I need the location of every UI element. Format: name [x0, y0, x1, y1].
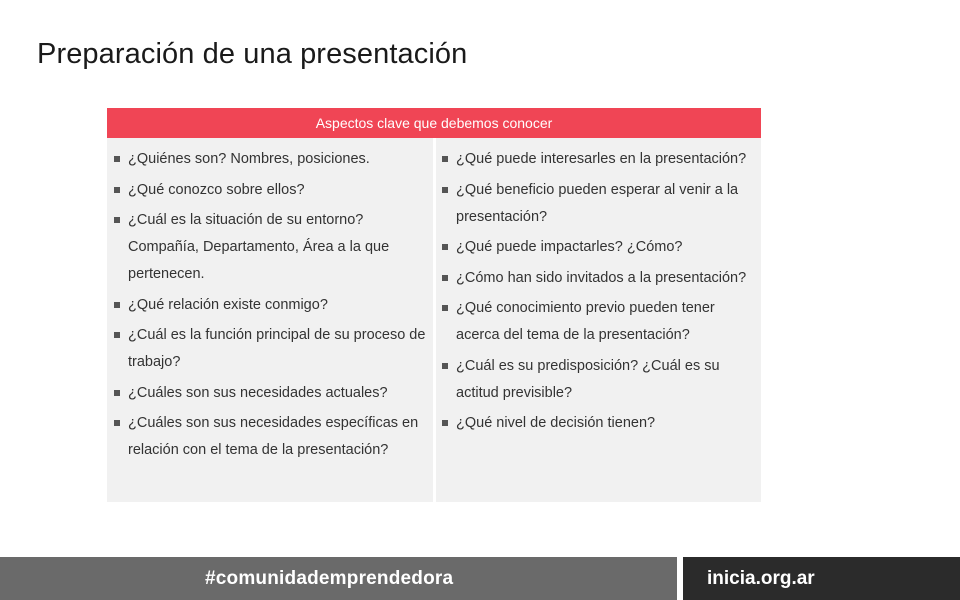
square-bullet-icon [114, 302, 120, 308]
footer-site-logo: inicia.org.ar [707, 568, 815, 589]
square-bullet-icon [114, 390, 120, 396]
list-item-text: ¿Cuáles son sus necesidades actuales? [128, 384, 388, 401]
list-item-text: ¿Qué puede impactarles? ¿Cómo? [456, 239, 683, 255]
list-item [442, 410, 757, 437]
square-bullet-icon [114, 217, 120, 223]
list-item-text: ¿Cómo han sido invitados a la presentación? [456, 269, 747, 286]
square-bullet-icon [114, 420, 120, 426]
left-question-list [114, 146, 434, 468]
list-item [114, 380, 434, 407]
square-bullet-icon [442, 363, 448, 369]
list-item-text: ¿Qué puede interesarles en la presentación? [456, 151, 747, 167]
square-bullet-icon [114, 187, 120, 193]
list-item [442, 146, 757, 173]
square-bullet-icon [114, 332, 120, 338]
square-bullet-icon [442, 420, 448, 426]
list-item [114, 207, 434, 288]
square-bullet-icon [442, 244, 448, 250]
list-item-text: ¿Cuáles son sus necesidades específicas en relación con el tema de la presentación? [128, 415, 419, 458]
panel-header: Aspectos clave que debemos conocer [107, 108, 761, 138]
list-item [114, 177, 434, 204]
square-bullet-icon [442, 156, 448, 162]
list-item-text: ¿Qué relación existe conmigo? [128, 296, 328, 313]
square-bullet-icon [114, 156, 120, 162]
footer-hashtag: #comunidademprendedora [205, 568, 454, 589]
right-question-list [442, 146, 757, 441]
list-item-text: ¿Cuál es la función principal de su proceso de trabajo? [128, 327, 426, 370]
list-item [442, 265, 757, 292]
slide-title: Preparación de una presentación [37, 38, 468, 70]
square-bullet-icon [442, 187, 448, 193]
list-item [442, 234, 757, 261]
list-item [442, 177, 757, 231]
list-item [114, 292, 434, 319]
list-item-text: ¿Qué conozco sobre ellos? [128, 181, 305, 198]
list-item-text: ¿Qué nivel de decisión tienen? [456, 415, 656, 431]
list-item-text: ¿Qué conocimiento previo pueden tener acerca del tema de la presentación? [456, 300, 715, 343]
list-item [114, 146, 434, 173]
list-item-text: ¿Quiénes son? Nombres, posiciones. [128, 151, 370, 167]
list-item [442, 353, 757, 407]
square-bullet-icon [442, 305, 448, 311]
square-bullet-icon [442, 275, 448, 281]
list-item-text: ¿Cuál es la situación de su entorno? Compañía, Departamento, Área a la que pertenecen. [128, 212, 390, 282]
list-item [442, 295, 757, 349]
list-item-text: ¿Qué beneficio pueden esperar al venir a la presentación? [456, 181, 739, 225]
list-item [114, 322, 434, 376]
list-item [114, 410, 434, 464]
list-item-text: ¿Cuál es su predisposición? ¿Cuál es su actitud previsible? [456, 357, 720, 401]
